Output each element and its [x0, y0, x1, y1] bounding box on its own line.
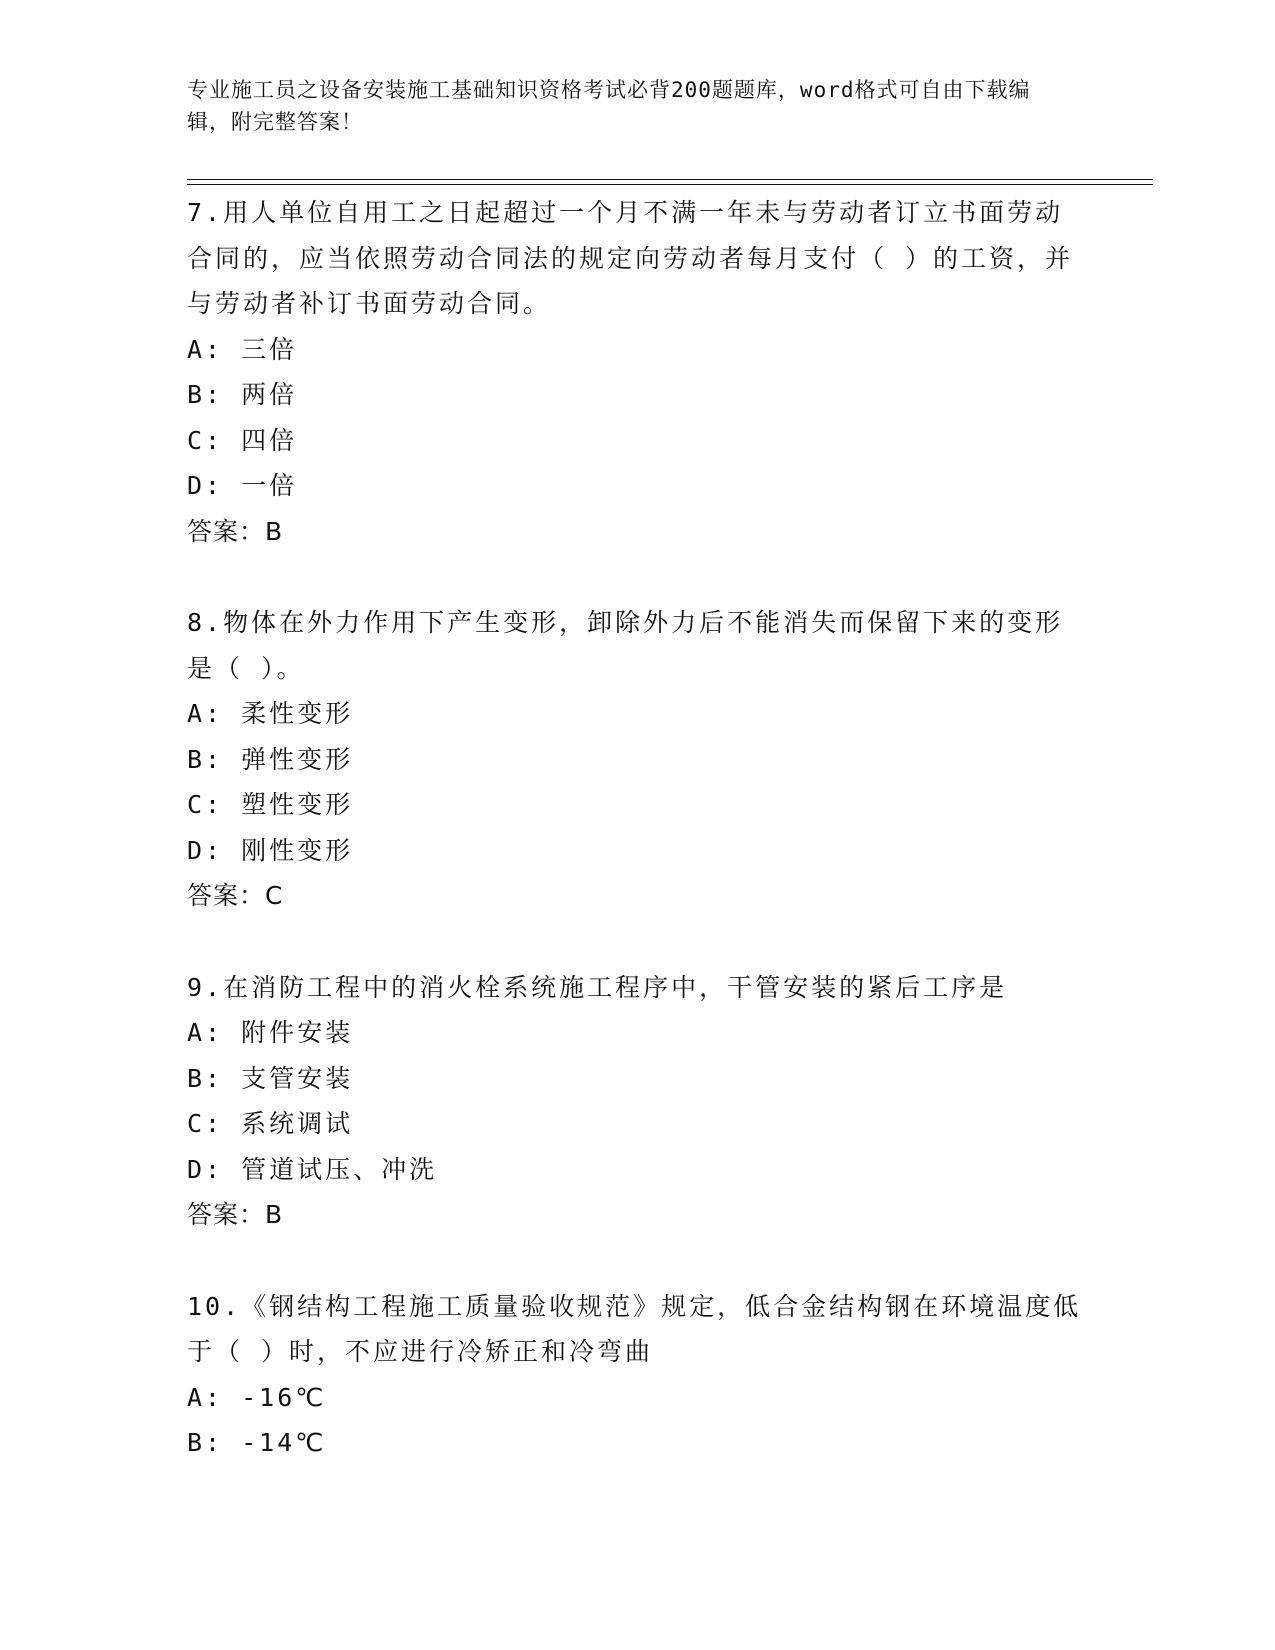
option-key: B: [187, 1428, 224, 1457]
option-text: 三倍 [241, 334, 298, 364]
option-key: C: [187, 425, 224, 455]
option-b [187, 1420, 1087, 1466]
option-c [187, 1101, 1087, 1147]
option-text: 刚性变形 [241, 835, 354, 865]
option-a [187, 691, 1087, 737]
option-d [187, 828, 1087, 874]
option-key: A: [187, 1382, 224, 1412]
option-text: 管道试压、冲洗 [241, 1154, 438, 1184]
option-d [187, 463, 1087, 509]
question-text: 8.物体在外力作用下产生变形，卸除外力后不能消失而保留下来的变形是（ ）。 [187, 608, 1064, 683]
option-text: -14℃ [241, 1428, 327, 1457]
option-text: 弹性变形 [241, 744, 354, 774]
option-text: 柔性变形 [241, 699, 354, 728]
question-10 [187, 1284, 1087, 1466]
option-key: C: [187, 1109, 224, 1138]
option-d [187, 1147, 1087, 1193]
option-key: D: [187, 1154, 224, 1184]
option-key: B: [187, 1063, 224, 1093]
question-text: 10.《钢结构工程施工质量验收规范》规定，低合金结构钢在环境温度低于（ ）时，不应进行冷矫正和冷弯曲 [187, 1291, 1082, 1366]
option-key: A: [187, 699, 224, 728]
header-rule-bottom [187, 184, 1153, 185]
option-key: A: [187, 334, 224, 364]
option-b [187, 372, 1087, 418]
question-9 [187, 965, 1087, 1238]
option-text: 支管安装 [241, 1063, 354, 1093]
option-key: D: [187, 471, 224, 500]
question-list [187, 190, 1087, 1512]
question-text: 9.在消防工程中的消火栓系统施工程序中，干管安装的紧后工序是 [187, 972, 1008, 1002]
question-7 [187, 190, 1087, 554]
header-rule-top [187, 179, 1153, 180]
option-text: 系统调试 [241, 1109, 354, 1138]
option-b [187, 737, 1087, 783]
answer-line: 答案：C [187, 881, 284, 910]
option-a [187, 1010, 1087, 1056]
option-key: A: [187, 1018, 224, 1047]
option-b [187, 1056, 1087, 1102]
answer-line: 答案：B [187, 516, 284, 546]
option-key: B: [187, 744, 224, 774]
option-a [187, 327, 1087, 373]
option-text: -16℃ [241, 1382, 327, 1412]
option-c [187, 418, 1087, 464]
question-text: 7.用人单位自用工之日起超过一个月不满一年未与劳动者订立书面劳动合同的，应当依照劳动合同法的规定向劳动者每月支付（ ）的工资，并与劳动者补订书面劳动合同。 [187, 198, 1074, 318]
question-8 [187, 600, 1087, 919]
answer-line: 答案：B [187, 1200, 284, 1229]
option-c [187, 782, 1087, 828]
option-text: 塑性变形 [241, 790, 354, 819]
option-key: C: [187, 790, 224, 819]
option-text: 两倍 [241, 380, 298, 409]
option-a [187, 1375, 1087, 1421]
option-text: 附件安装 [241, 1018, 354, 1047]
option-text: 四倍 [241, 425, 298, 455]
option-key: D: [187, 835, 224, 865]
document-header: 专业施工员之设备安装施工基础知识资格考试必背200题题库，word格式可自由下载编辑，附完整答案！ [187, 78, 1031, 134]
option-key: B: [187, 380, 224, 409]
option-text: 一倍 [241, 471, 298, 500]
